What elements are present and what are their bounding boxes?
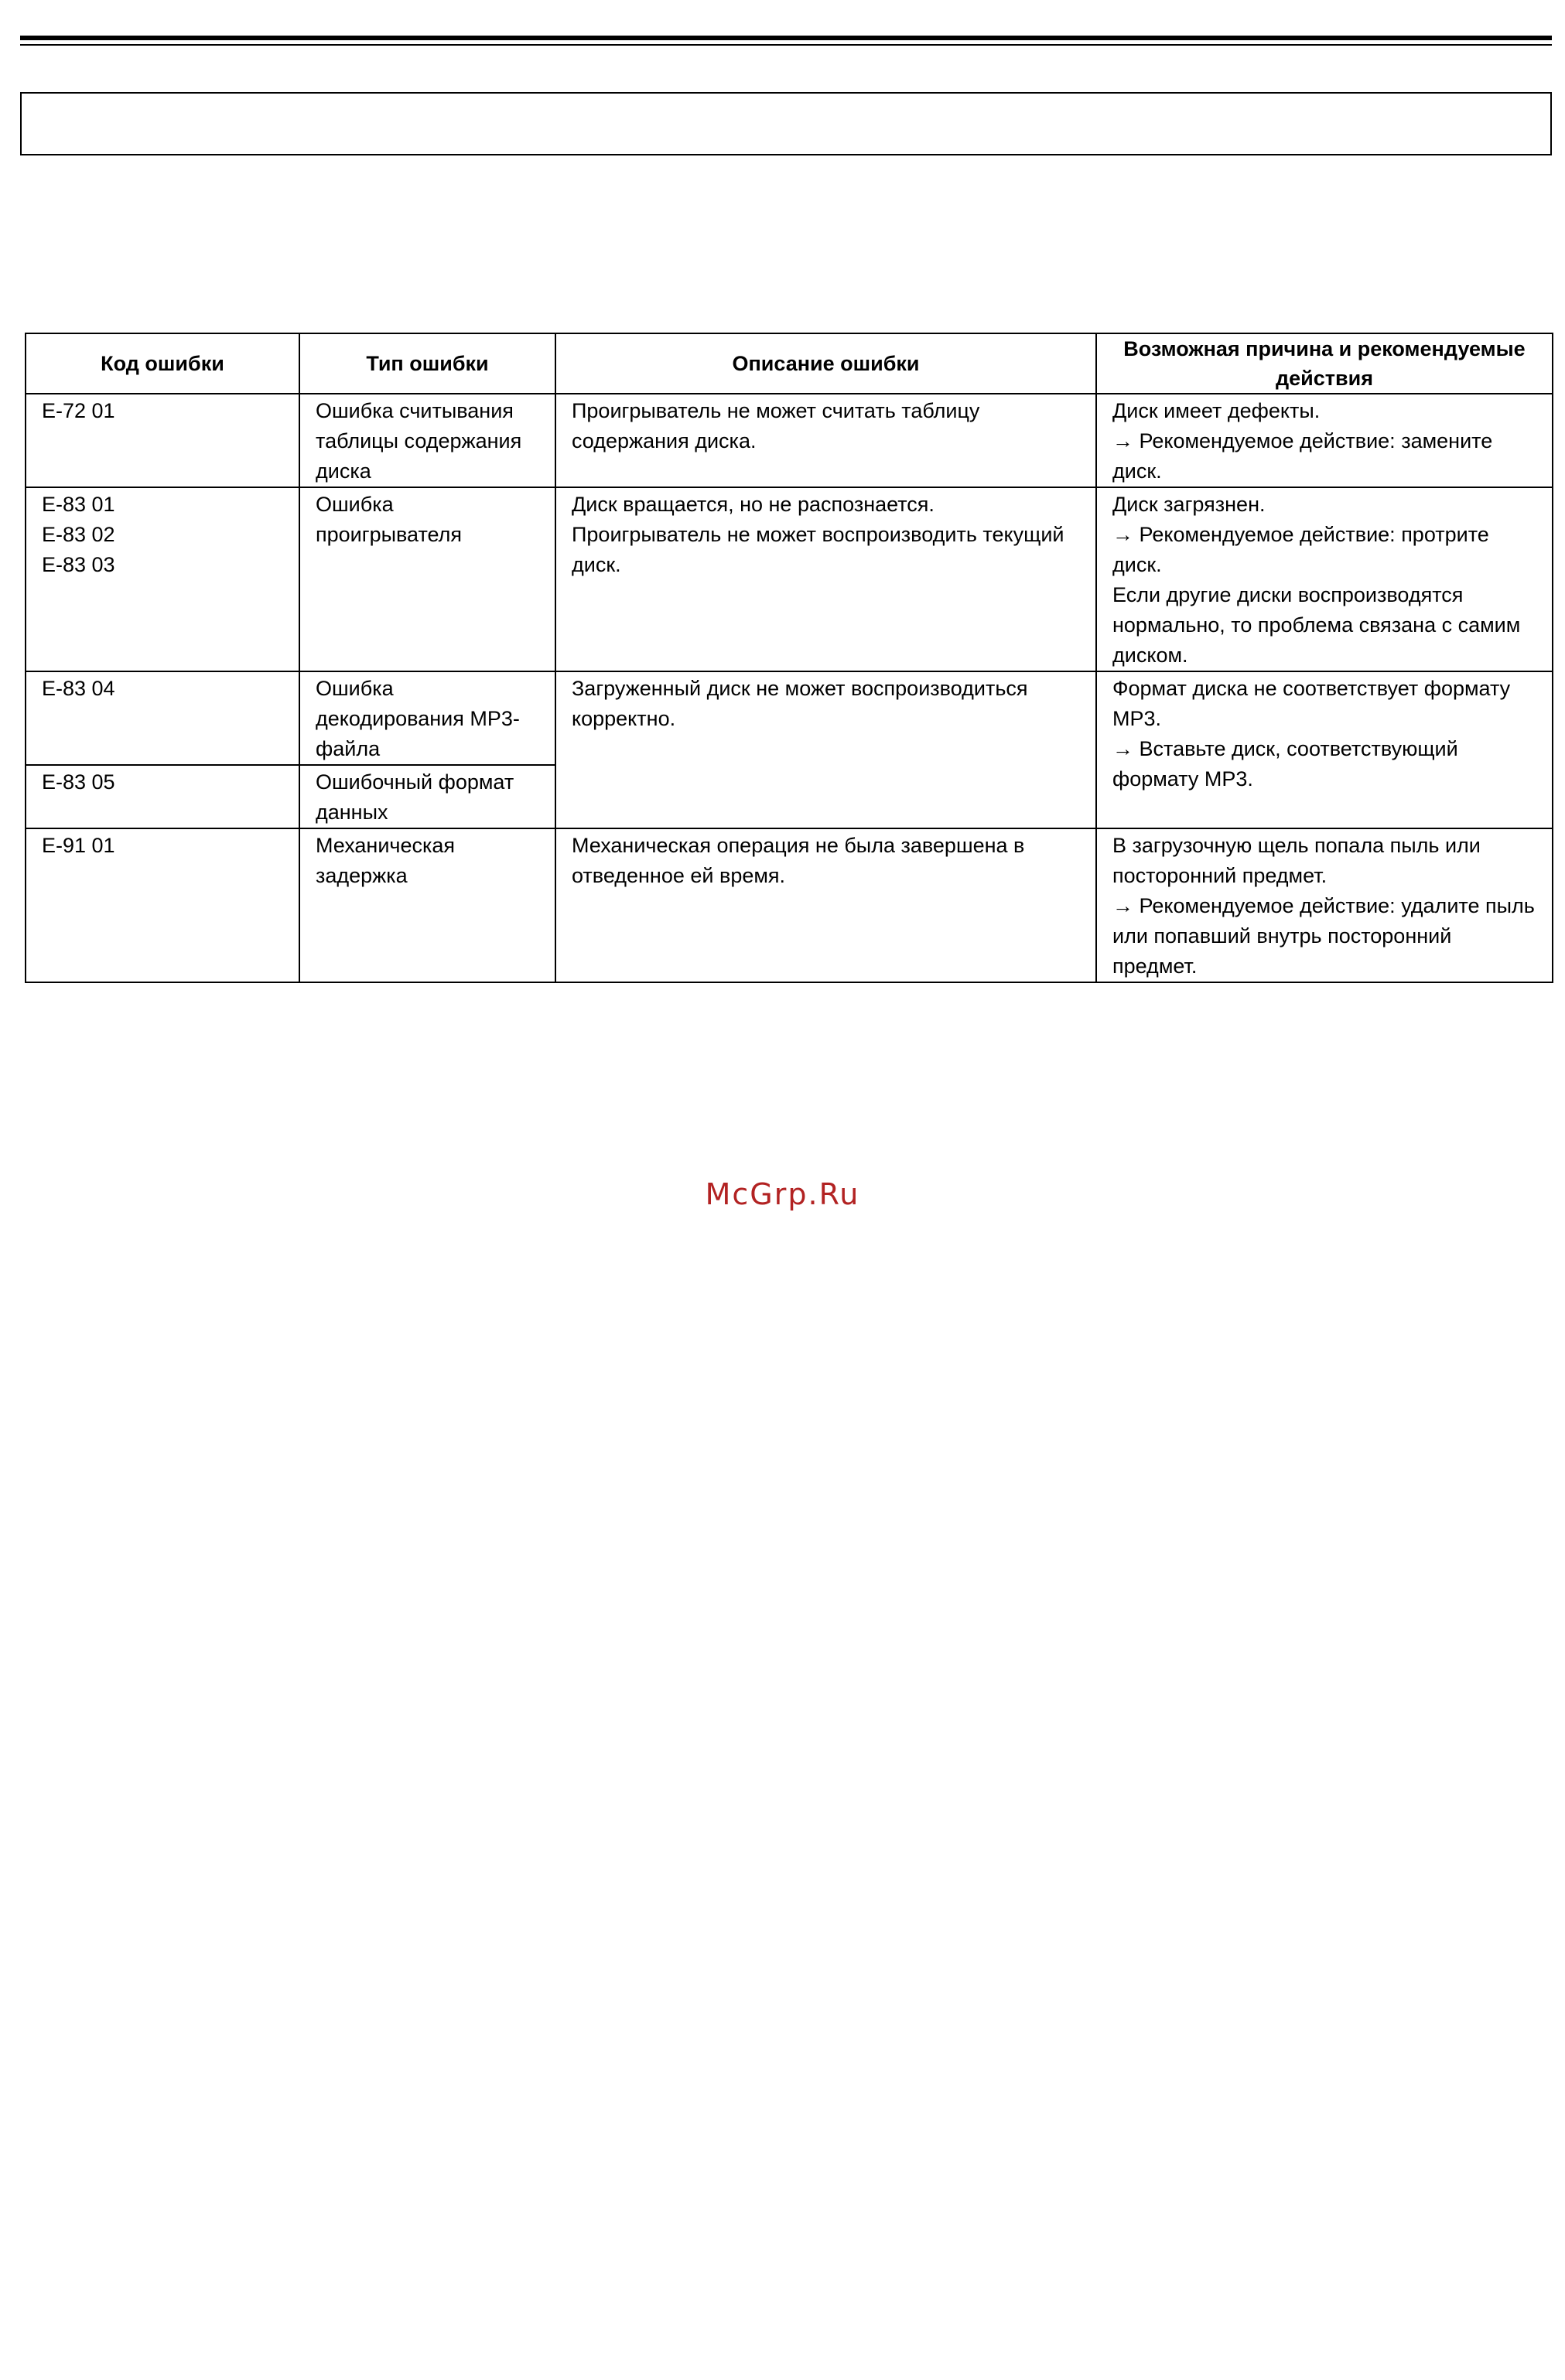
cell-type: Ошибка проигрывателя: [299, 487, 555, 671]
action-line: Если другие диски воспроизводятся нормально, то проблема связана с самим диском.: [1112, 583, 1521, 667]
cell-description: [555, 487, 1096, 671]
top-rule-thin: [20, 44, 1552, 46]
cell-action: [1096, 487, 1553, 671]
cell-code: [26, 765, 299, 828]
table-row: [26, 487, 1553, 671]
header-description: Описание ошибки: [555, 333, 1096, 394]
error-code: E-83 04: [42, 677, 115, 700]
top-rule-thick: [20, 36, 1552, 40]
description-line: Диск вращается, но не распознается.: [572, 493, 935, 516]
watermark: McGrp.Ru: [705, 1177, 860, 1211]
cell-code: [26, 394, 299, 487]
action-line: Диск загрязнен.: [1112, 493, 1266, 516]
action-line: → Вставьте диск, соответствующий формату MP3.: [1112, 737, 1458, 790]
cell-code: [26, 487, 299, 671]
action-line: → Рекомендуемое действие: протрите диск.: [1112, 523, 1489, 576]
cell-action: [1096, 394, 1553, 487]
error-code: E-83 01: [42, 493, 115, 516]
cell-code: [26, 671, 299, 765]
error-code-table: [25, 333, 1553, 983]
action-line: В загрузочную щель попала пыль или посторонний предмет.: [1112, 834, 1481, 887]
cell-code: [26, 828, 299, 982]
header-action: Возможная причина и рекомендуемые действия: [1096, 333, 1553, 394]
cell-description: [555, 828, 1096, 982]
cell-type: Ошибочный формат данных: [299, 765, 555, 828]
table-row: [26, 394, 1553, 487]
action-line: Формат диска не соответствует формату MP3.: [1112, 677, 1511, 730]
error-code: E-91 01: [42, 834, 115, 857]
header-type: Тип ошибки: [299, 333, 555, 394]
error-code: E-83 03: [42, 553, 115, 576]
cell-type: Ошибка декодирования MP3-файла: [299, 671, 555, 765]
header-code: Код ошибки: [26, 333, 299, 394]
action-line: → Рекомендуемое действие: замените диск.: [1112, 429, 1493, 483]
cell-type: Механическая задержка: [299, 828, 555, 982]
action-line: → Рекомендуемое действие: удалите пыль или попавший внутрь посторонний предмет.: [1112, 894, 1535, 978]
header-box: [20, 92, 1552, 155]
cell-action: [1096, 828, 1553, 982]
cell-description: [555, 671, 1096, 828]
error-code: E-72 01: [42, 399, 115, 422]
table-row: [26, 671, 1553, 765]
description-line: Проигрыватель не может считать таблицу содержания диска.: [572, 399, 980, 452]
table-row: [26, 828, 1553, 982]
action-line: Диск имеет дефекты.: [1112, 399, 1321, 422]
table-header-row: [26, 333, 1553, 394]
cell-description: [555, 394, 1096, 487]
error-code: E-83 02: [42, 523, 115, 546]
cell-type: Ошибка считывания таблицы содержания диска: [299, 394, 555, 487]
cell-action: [1096, 671, 1553, 828]
description-line: Проигрыватель не может воспроизводить текущий диск.: [572, 523, 1064, 576]
description-line: Загруженный диск не может воспроизводиться корректно.: [572, 677, 1028, 730]
error-code: E-83 05: [42, 770, 115, 794]
description-line: Механическая операция не была завершена в отведенное ей время.: [572, 834, 1025, 887]
